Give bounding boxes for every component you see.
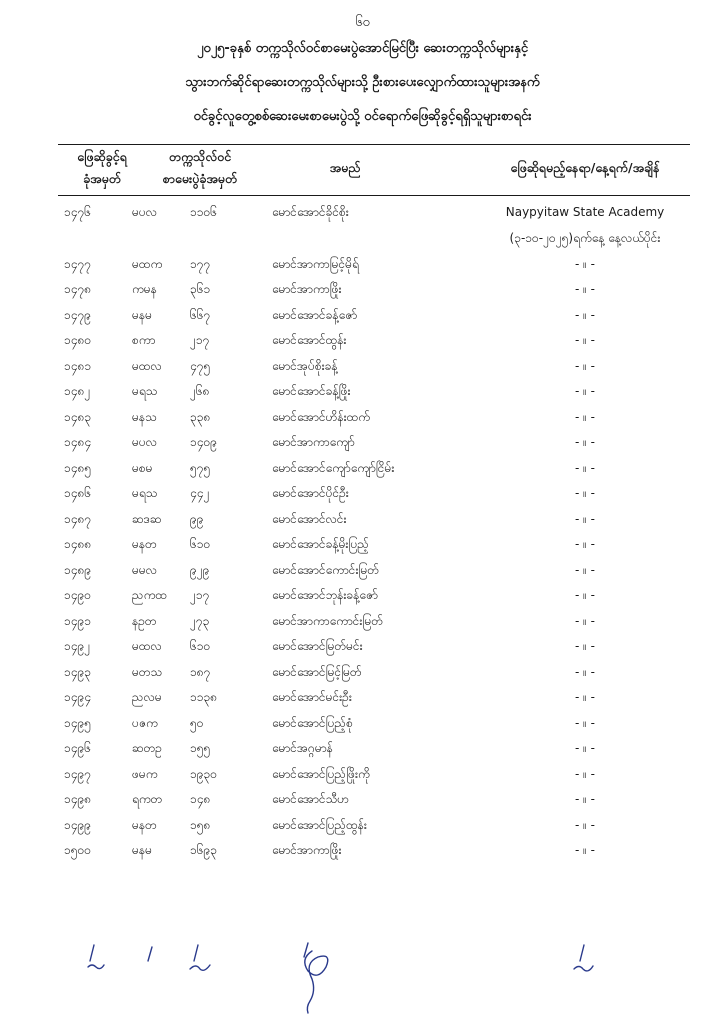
table-row — [0, 507, 725, 533]
exam-no-cell: ၁၄၉၂ — [64, 639, 91, 653]
table-row — [0, 252, 725, 278]
matric-no-cell: ၉၂၉ — [190, 562, 210, 577]
name-cell: မောင်အာကာမြင့်မိုရ် — [272, 256, 359, 271]
header-top-rule — [58, 144, 690, 145]
venue-cell: Naypyitaw State Academy — [505, 205, 665, 219]
exam-no-cell: ၁၄၈၄ — [64, 435, 92, 449]
venue-cell: - ။ - — [575, 766, 595, 781]
matric-no-cell: ၆၁၀ — [190, 537, 211, 551]
table-row — [0, 532, 725, 558]
table-row — [0, 277, 725, 303]
table-row — [0, 711, 725, 737]
name-cell: မောင်အာကာဖြိုး — [272, 843, 342, 857]
venue-cell: - ။ - — [575, 792, 595, 806]
prefix-cell: မပလ — [132, 435, 157, 449]
table-row — [0, 558, 725, 584]
name-cell: မောင်အောင်ထွန်း — [272, 333, 347, 347]
venue-date-cell: (၃-၁၀-၂၀၂၅)ရက်နေ့ နေ့လယ်ပိုင်း — [509, 230, 661, 245]
header-exam-no — [58, 146, 146, 190]
venue-cell: - ။ - — [575, 537, 595, 551]
prefix-cell: မစမ — [132, 460, 153, 475]
title-line-1: ၂၀၂၅-ခုနှစ် တက္ကသိုလ်ဝင်စာမေးပွဲအောင်မြင်ပြီး ဆေးတက္ကသိုလ်များနှင့် — [196, 41, 529, 56]
venue-cell: - ။ - — [575, 511, 595, 526]
exam-no-cell: ၁၄၈၇ — [64, 511, 92, 526]
table-row — [0, 838, 725, 864]
name-cell: မောင်အာကာကျော် — [272, 435, 355, 449]
prefix-cell: မနတ — [132, 817, 157, 832]
prefix-cell: မနမ — [132, 307, 152, 322]
page-number: ၆၀ — [355, 15, 370, 30]
prefix-cell: ရကတ — [132, 792, 163, 806]
table-row — [0, 481, 725, 507]
venue-cell: - ။ - — [575, 843, 595, 857]
matric-no-cell: ၉၉ — [190, 511, 204, 526]
table-row — [0, 405, 725, 431]
matric-no-cell: ၆၁၀ — [190, 639, 211, 653]
venue-cell: - ။ - — [575, 613, 595, 628]
table-row — [0, 787, 725, 813]
prefix-cell: ပဇက — [132, 715, 158, 730]
prefix-cell: မရသ — [132, 384, 158, 398]
header-exam-no-line2: ခုံအမှတ် — [83, 171, 121, 186]
name-cell: မောင်အောင်ကောင်းမြတ် — [272, 562, 380, 577]
exam-no-cell: ၁၄၈၂ — [64, 384, 91, 398]
matric-no-cell: ၁၇၇ — [190, 256, 211, 271]
exam-no-cell: ၁၄၈၈ — [64, 537, 92, 551]
signature-image — [60, 935, 700, 1015]
name-cell: မောင်အောင်ပိုင်ဦး — [272, 486, 349, 500]
table-row — [0, 303, 725, 329]
exam-no-cell: ၁၄၈၁ — [64, 358, 92, 373]
venue-cell: - ။ - — [575, 639, 595, 653]
exam-no-cell: ၁၄၇၆ — [64, 205, 91, 219]
matric-no-cell: ၆၆၇ — [190, 307, 211, 322]
table-row — [0, 430, 725, 456]
name-cell: မောင်အောင်မြတ်မင်း — [272, 639, 363, 653]
exam-no-cell: ၁၄၇၉ — [64, 307, 91, 322]
name-cell: မောင်အာကာကောင်းမြတ် — [272, 613, 384, 628]
name-cell: မောင်အောင်မြင့်မြတ် — [272, 664, 362, 679]
exam-no-cell: ၁၄၈၀ — [64, 333, 92, 347]
exam-no-cell: ၁၄၉၀ — [64, 588, 91, 602]
venue-cell: - ။ - — [575, 817, 595, 832]
matric-no-cell: ၃၃၈ — [190, 409, 211, 424]
matric-no-cell: ၂၇၃ — [190, 613, 210, 628]
table-row — [0, 583, 725, 609]
exam-no-cell: ၁၄၈၉ — [64, 562, 92, 577]
prefix-cell: စကာ — [132, 333, 156, 347]
venue-cell: - ။ - — [575, 333, 595, 347]
exam-no-cell: ၁၄၈၅ — [64, 460, 92, 475]
venue-cell: - ။ - — [575, 715, 595, 730]
venue-cell: - ။ - — [575, 256, 595, 271]
prefix-cell: နဥတ — [132, 613, 157, 628]
table-row — [0, 200, 725, 226]
exam-no-cell: ၁၄၉၃ — [64, 664, 91, 679]
matric-no-cell: ၂၆၈ — [190, 384, 210, 398]
table-row — [0, 660, 725, 686]
exam-no-cell: ၁၄၉၆ — [64, 741, 91, 755]
title-line-3: ဝင်ခွင့်လူတွေ့စစ်ဆေးမေးစာမေးပွဲသို့ ဝင်ရောက်ဖြေဆိုခွင့်ရရှိသူများစာရင်း — [193, 109, 532, 124]
exam-no-cell: ၁၄၈၆ — [64, 486, 92, 500]
exam-no-cell: ၁၄၇၈ — [64, 282, 92, 296]
name-cell: မောင်အောင်ပြည့်စုံ — [272, 715, 353, 730]
prefix-cell: မတသ — [132, 664, 163, 679]
header-venue: ဖြေဆိုရမည့်နေရာ/နေ့ရက်/အချိန် — [510, 160, 660, 175]
name-cell: မောင်အောင်ပြည့်ဖြိုးကို — [272, 766, 370, 781]
venue-cell: - ။ - — [575, 741, 595, 755]
matric-no-cell: ၁၈၇ — [190, 664, 211, 679]
venue-cell: - ။ - — [575, 690, 595, 704]
prefix-cell: ညကထ — [132, 588, 167, 602]
name-cell: မောင်အာကာဖြိုး — [272, 282, 342, 296]
matric-no-cell: ၄၇၅ — [190, 358, 211, 373]
exam-no-cell: ၁၄၉၈ — [64, 792, 92, 806]
venue-cell: - ။ - — [575, 562, 595, 577]
venue-cell: - ။ - — [575, 409, 595, 424]
venue-cell: - ။ - — [575, 460, 595, 475]
exam-no-cell: ၁၄၉၇ — [64, 766, 91, 781]
prefix-cell: မနမ — [132, 843, 152, 857]
matric-no-cell: ၂၁၇ — [190, 333, 210, 347]
header-matric — [140, 146, 260, 190]
name-cell: မောင်အောင်လင်း — [272, 511, 347, 526]
table-row — [0, 328, 725, 354]
name-cell: မောင်အောင်ဟိန်းထက် — [272, 409, 370, 424]
matric-no-cell: ၁၄၈ — [190, 792, 211, 806]
matric-no-cell: ၁၉၃၀ — [190, 766, 217, 781]
table-row — [0, 456, 725, 482]
table-row — [0, 609, 725, 635]
header-exam-no-line1: ဖြေဆိုခွင့်ရ — [77, 149, 127, 164]
prefix-cell: ဆဒဆ — [132, 511, 162, 526]
prefix-cell: မမလ — [132, 562, 157, 577]
matric-no-cell: ၄၄၂ — [190, 486, 210, 500]
prefix-cell: မထက — [132, 256, 163, 271]
venue-cell: - ။ - — [575, 486, 595, 500]
candidate-list — [0, 200, 725, 864]
name-cell: မောင်အောင်မင်းဦး — [272, 690, 352, 704]
matric-no-cell: ၁၅၅ — [190, 741, 211, 755]
prefix-cell: မနတ — [132, 537, 157, 551]
matric-no-cell: ၅၀ — [190, 715, 204, 730]
exam-no-cell: ၁၅၀၀ — [64, 843, 91, 857]
prefix-cell: မထလ — [132, 639, 162, 653]
venue-date-row — [0, 226, 725, 252]
name-cell: မောင်အောင်ဘုန်းခန့်ဇော် — [272, 588, 378, 602]
table-row — [0, 813, 725, 839]
signature-marks — [60, 935, 700, 1015]
venue-cell: - ။ - — [575, 307, 595, 322]
name-cell: မောင်အောင်ခန့်မိုးပြည့် — [272, 537, 369, 551]
name-cell: မောင်အောင်ပြည့်ထွန်း — [272, 817, 367, 832]
table-row — [0, 354, 725, 380]
table-row — [0, 685, 725, 711]
exam-no-cell: ၁၄၉၄ — [64, 690, 91, 704]
prefix-cell: ဆတဥ — [132, 741, 162, 755]
matric-no-cell: ၃၆၁ — [190, 282, 211, 296]
table-row — [0, 379, 725, 405]
matric-no-cell: ၁၆၉၃ — [190, 843, 217, 857]
venue-cell: - ။ - — [575, 282, 595, 296]
table-row — [0, 762, 725, 788]
prefix-cell: မရသ — [132, 486, 158, 500]
prefix-cell: ကမန — [132, 282, 157, 296]
matric-no-cell: ၅၇၅ — [190, 460, 211, 475]
matric-no-cell: ၁၄၀၉ — [190, 435, 217, 449]
venue-cell: - ။ - — [575, 435, 595, 449]
exam-no-cell: ၁၄၉၉ — [64, 817, 91, 832]
matric-no-cell: ၂၁၇ — [190, 588, 210, 602]
matric-no-cell: ၁၁၀၆ — [190, 205, 217, 219]
table-row — [0, 634, 725, 660]
header-matric-line1: တက္ကသိုလ်ဝင် — [168, 149, 232, 164]
table-row — [0, 736, 725, 762]
exam-no-cell: ၁၄၉၅ — [64, 715, 91, 730]
header-matric-line2: စာမေးပွဲခုံအမှတ် — [162, 171, 238, 186]
matric-no-cell: ၁၁၃၈ — [190, 690, 218, 704]
venue-cell: - ။ - — [575, 588, 595, 602]
matric-no-cell: ၁၅၈ — [190, 817, 211, 832]
exam-no-cell: ၁၄၈၃ — [64, 409, 92, 424]
venue-cell: - ။ - — [575, 664, 595, 679]
prefix-cell: မထလ — [132, 358, 162, 373]
header-bottom-rule — [58, 195, 690, 196]
name-cell: မောင်အောင်ခိုင်စိုး — [272, 205, 349, 219]
name-cell: မောင်အဂ္ဂမာန် — [272, 741, 333, 755]
name-cell: မောင်အောင်ကျော်ကျော်ငြိမ်း — [272, 460, 395, 475]
name-cell: မောင်အောင်သီဟ — [272, 792, 349, 806]
title-line-2: သွားဘက်ဆိုင်ရာဆေးတက္ကသိုလ်များသို့ ဦးစားပေးလျှောက်ထားသူများအနက် — [185, 75, 540, 90]
name-cell: မောင်အောင်ခန့်ဇော် — [272, 307, 358, 322]
venue-cell: - ။ - — [575, 384, 595, 398]
exam-no-cell: ၁၄၉၁ — [64, 613, 91, 628]
name-cell: မောင်အောင်ခန့်ဖြိုး — [272, 384, 351, 398]
prefix-cell: မနသ — [132, 409, 157, 424]
prefix-cell: ဖမက — [132, 766, 158, 781]
exam-no-cell: ၁၄၇၇ — [64, 256, 91, 271]
name-cell: မောင်အုပ်စိုးခန့် — [272, 358, 338, 373]
prefix-cell: ညလမ — [132, 690, 162, 704]
header-name: အမည် — [329, 160, 361, 175]
prefix-cell: မပလ — [132, 205, 157, 219]
venue-cell: - ။ - — [575, 358, 595, 373]
